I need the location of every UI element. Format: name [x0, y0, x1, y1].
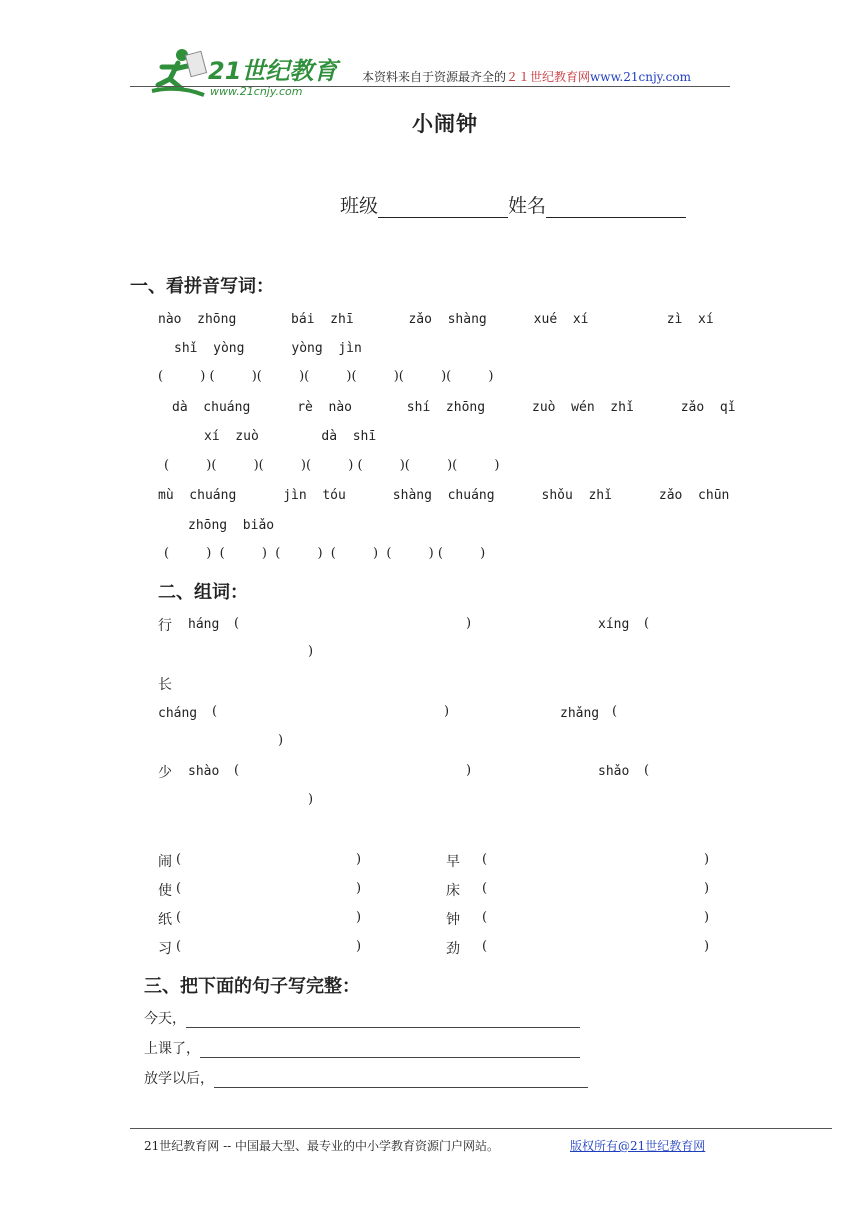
paren-open: (	[176, 910, 182, 925]
section3-heading: 三、把下面的句子写完整：	[144, 976, 360, 997]
header-link[interactable]: www.21cnjy.com	[590, 70, 691, 84]
pinyin-row-2: dà chuáng rè nào shí zhōng zuò wén zhǐ zǎo qǐ	[172, 400, 736, 415]
pinyin-row-1b: shǐ yòng yòng jìn	[174, 341, 362, 356]
paren-open: (	[176, 852, 182, 867]
paren-close: )	[704, 939, 710, 954]
answer-row-1[interactable]: ( ) ( )( )( )( )( )( )	[158, 369, 494, 384]
paren-open: (	[212, 704, 218, 719]
word-char-left: 纸	[158, 912, 172, 928]
hang-pinyin: háng	[188, 617, 220, 632]
paren-close: )	[308, 792, 314, 807]
paren-close: )	[466, 763, 472, 778]
name-field[interactable]	[546, 199, 686, 218]
paren-close: )	[444, 704, 450, 719]
class-field[interactable]	[378, 199, 508, 218]
footer-divider	[130, 1128, 832, 1129]
pinyin-row-3b: zhōng biǎo	[188, 518, 275, 533]
sentence-1-blank[interactable]	[186, 1013, 580, 1028]
paren-open: (	[644, 616, 650, 631]
class-name-line	[340, 191, 686, 218]
paren-open: (	[612, 704, 618, 719]
page-title: 小闹钟	[412, 111, 478, 136]
word-char-left: 习	[158, 941, 172, 957]
paren-open: (	[234, 616, 240, 631]
logo-url: www.21cnjy.com	[210, 85, 303, 98]
paren-close: )	[278, 733, 284, 748]
paren-open: (	[644, 763, 650, 778]
paren-open: (	[176, 881, 182, 896]
sentence-2	[144, 1038, 580, 1058]
class-label: 班级	[340, 195, 379, 217]
sentence-3	[144, 1068, 588, 1088]
section2-heading: 二、组词：	[158, 582, 248, 603]
shao-char: 少	[158, 765, 172, 781]
sentence-2-start: 上课了，	[144, 1041, 200, 1057]
pinyin-row-2b: xí zuò dà shī	[204, 429, 377, 444]
paren-close: )	[356, 939, 362, 954]
paren-close: )	[356, 852, 362, 867]
paren-open: (	[482, 881, 488, 896]
chang-pinyin: cháng	[158, 706, 198, 721]
word-char-right: 床	[446, 883, 460, 899]
section1-heading: 一、看拼音写词：	[130, 276, 274, 297]
word-char-left: 使	[158, 883, 172, 899]
hang-char: 行	[158, 618, 172, 634]
paren-open: (	[482, 939, 488, 954]
paren-close: )	[356, 910, 362, 925]
sentence-3-start: 放学以后，	[144, 1071, 214, 1087]
header-divider	[130, 86, 730, 87]
word-char-right: 钟	[446, 912, 460, 928]
sentence-1-start: 今天，	[144, 1011, 186, 1027]
header-note: 本资料来自于资源最齐全的２１世纪教育网www.21cnjy.com	[362, 70, 691, 84]
logo-text: 21世纪教育	[208, 57, 338, 85]
word-char-right: 劲	[446, 941, 460, 957]
answer-row-3[interactable]: ( ) ( ) ( ) ( ) ( ) ( )	[164, 546, 486, 561]
footer-text: 21世纪教育网 -- 中国最大型、最专业的中小学教育资源门户网站。	[144, 1139, 500, 1153]
paren-open: (	[482, 852, 488, 867]
site-logo	[138, 26, 338, 98]
pinyin-row-3: mù chuáng jìn tóu shàng chuáng shǒu zhǐ zǎo chūn	[158, 488, 730, 503]
chang-char: 长	[158, 677, 172, 693]
paren-close: )	[466, 616, 472, 631]
paren-close: )	[356, 881, 362, 896]
paren-close: )	[308, 644, 314, 659]
sentence-3-blank[interactable]	[214, 1073, 588, 1088]
shao-pinyin-2: shǎo	[598, 764, 630, 779]
sentence-2-blank[interactable]	[200, 1043, 580, 1058]
paren-close: )	[704, 852, 710, 867]
paren-open: (	[176, 939, 182, 954]
paren-close: )	[704, 910, 710, 925]
shao-pinyin-1: shào	[188, 764, 220, 779]
zhang-pinyin: zhǎng	[560, 706, 600, 721]
sentence-1	[144, 1008, 580, 1028]
word-char-left: 闹	[158, 854, 172, 870]
paren-open: (	[234, 763, 240, 778]
footer-copyright-link[interactable]: 版权所有@21世纪教育网	[570, 1139, 706, 1153]
paren-open: (	[482, 910, 488, 925]
name-label: 姓名	[508, 195, 547, 217]
word-char-right: 早	[446, 854, 460, 870]
pinyin-row-1: nào zhōng bái zhī zǎo shàng xué xí zì xí	[158, 312, 714, 327]
paren-close: )	[704, 881, 710, 896]
xing-pinyin: xíng	[598, 617, 630, 632]
answer-row-2[interactable]: ( )( )( )( ) ( )( )( )	[164, 458, 500, 473]
